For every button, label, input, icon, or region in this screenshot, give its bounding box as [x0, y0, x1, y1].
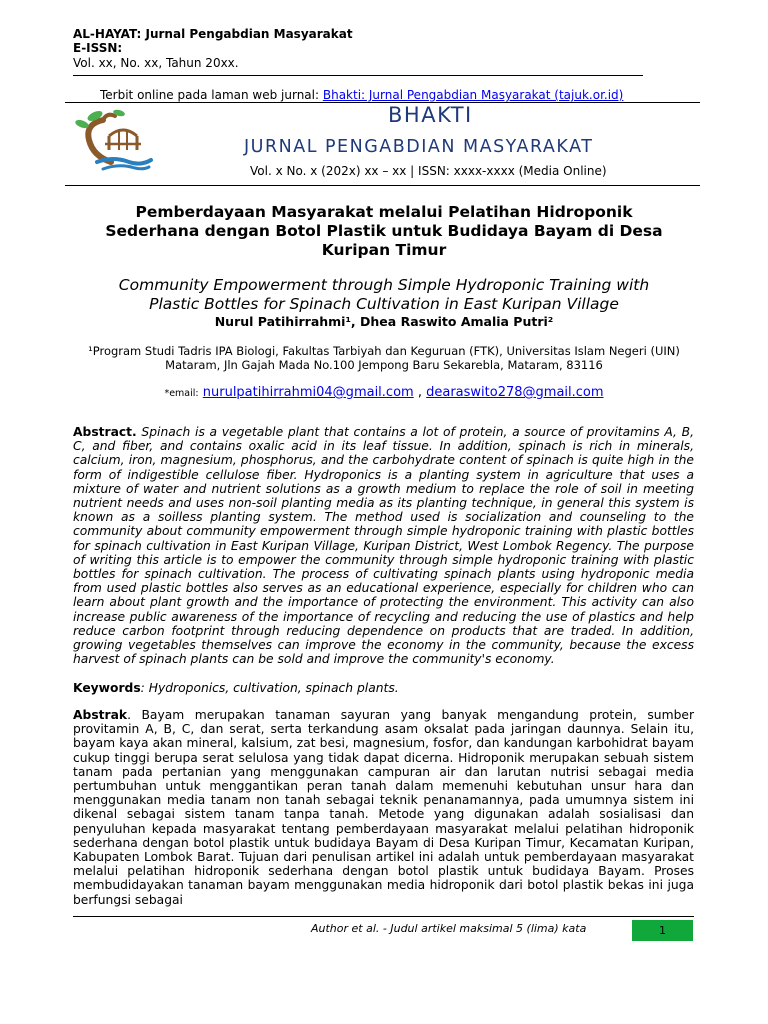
footer-rule	[73, 916, 694, 917]
email-line	[0, 385, 768, 402]
email-label: *email:	[164, 388, 199, 399]
email-separator: ,	[417, 385, 422, 400]
journal-subtitle: JURNAL PENGABDIAN MASYARAKAT	[244, 137, 594, 157]
online-line	[100, 88, 623, 102]
abstrak-label: Abstrak	[73, 708, 128, 722]
issue-line: Vol. x No. x (202x) xx – xx | ISSN: xxxx-xxxx (Media Online)	[250, 164, 607, 178]
running-header-journal: AL-HAYAT: Jurnal Pengabdian Masyarakat	[73, 27, 353, 41]
title-en-line: Community Empowerment through Simple Hydroponic Training with	[118, 276, 650, 294]
header-divider	[73, 75, 643, 76]
title-id-line: Kuripan Timur	[321, 241, 447, 259]
authors: Nurul Patihirrahmi¹, Dhea Raswito Amalia Putri²	[214, 314, 554, 329]
banner-top-rule	[65, 102, 700, 103]
running-header-eissn: E-ISSN:	[73, 41, 123, 55]
online-prefix: Terbit online pada laman web jurnal:	[100, 88, 320, 102]
keywords-text: : Hydroponics, cultivation, spinach plants.	[140, 681, 399, 695]
email-link-2[interactable]: dearaswito278@gmail.com	[426, 385, 604, 400]
footer-running-head: Author et al. - Judul artikel maksimal 5 (lima) kata	[311, 922, 587, 935]
page-number: 1	[659, 924, 666, 937]
journal-web-link[interactable]: Bhakti: Jurnal Pengabdian Masyarakat (tajuk.or.id)	[322, 88, 624, 102]
abstract-text: Spinach is a vegetable plant that contains a lot of protein, a source of provitamins A, B, C, and fiber, and contains oxalic acid in its leaf tissue. In addition, spinach is rich in minerals, calcium, iron, magnesium, phosphorus, and the carbohydrate content of spinach is quite high in the form of indigestible cellulose fiber. Hydroponics is a planting system in agriculture that uses a mixture of water and nutrient solutions as a growth medium to replace the role of soil in meeting nutrient needs and uses non-soil planting media as its planting technique, in general this system is known as a soilless planting system. The method used is socialization and counseling to the community about community empowerment through simple hydroponic training with plastic bottles for spinach cultivation in East Kuripan Village, Kuripan District, West Lombok Regency. The purpose of writing this article is to empower the community through simple hydroponic training with plastic bottles for spinach cultivation. The process of cultivating spinach plants using hydroponic media from used plastic bottles also serves as an educational experience, especially for children who can learn about plant growth and the importance of protecting the environment. This activity can also increase public awareness of the importance of recycling and reducing the use of plastics and help reduce carbon footprint through reducing dependence on products that are traded. In addition, growing vegetables themselves can improve the economy in the community, because the excess harvest of spinach plants can be sold and improve the community's economy.	[73, 425, 694, 667]
affiliation	[0, 344, 768, 372]
article-title-indonesian	[0, 203, 768, 260]
abstrak-text: . Bayam merupakan tanaman sayuran yang banyak mengandung protein, sumber provitamin A, B, C, dan serat, serta terkandung asam oksalat pada jaringan daunnya. Selain itu, bayam kaya akan mineral, kalsium, zat besi, magnesium, fosfor, dan kandungan karbohidrat bayam cukup tinggi berupa serat selulosa yang tidak dapat dicerna. Hidroponik merupakan sebuah sistem tanam pada pertanian yang menggunakan campuran air dan larutan nutrisi sebagai media pertumbuhan untuk menggantikan peran tanah dalam memenuhi kebutuhan unsur hara dan menggunakan media tanam non tanah sebagai teknik penanamannya, pada umumnya sistem ini dikenal sebagai sistem tanam tanpa tanah. Metode yang digunakan adalah sosialisasi dan penyuluhan kepada masyarakat tentang pemberdayaan masyarakat melalui pelatihan hidroponik sederhana dengan botol plastik untuk budidaya Bayam di Desa Kuripan Timur, Kecamatan Kuripan, Kabupaten Lombok Barat. Tujuan dari penulisan artikel ini adalah untuk pemberdayaan masyarakat melalui pelatihan hidroponik sederhana dengan botol plastik untuk budidaya Bayam. Proses membudidayakan tanaman bayam menggunakan media hidroponik dari botol plastik bekas ini juga berfungsi sebagai	[73, 708, 694, 907]
keywords-label: Keywords	[73, 681, 141, 695]
article-title-english	[0, 276, 768, 314]
journal-logo	[73, 106, 155, 174]
title-en-line: Plastic Bottles for Spinach Cultivation in East Kuripan Village	[149, 295, 619, 313]
tree-bridge-logo-icon	[73, 106, 155, 174]
abstract-indonesian	[73, 708, 694, 907]
banner-bottom-rule	[65, 185, 700, 186]
title-id-line: Pemberdayaan Masyarakat melalui Pelatihan Hidroponik	[135, 203, 633, 221]
running-header-volume: Vol. xx, No. xx, Tahun 20xx.	[73, 56, 239, 70]
keywords	[73, 681, 694, 695]
affiliation-line: ¹Program Studi Tadris IPA Biologi, Fakultas Tarbiyah dan Keguruan (FTK), Universitas Islam Negeri (UIN)	[88, 344, 680, 358]
title-id-line: Sederhana dengan Botol Plastik untuk Budidaya Bayam di Desa	[105, 222, 663, 240]
page-number-badge	[632, 920, 693, 941]
abstract-label: Abstract.	[73, 425, 137, 439]
affiliation-line: Mataram, Jln Gajah Mada No.100 Jempong Baru Sekarebla, Mataram, 83116	[165, 358, 603, 372]
journal-name: BHAKTI	[388, 103, 473, 127]
abstract-english	[73, 425, 694, 666]
email-link-1[interactable]: nurulpatihirrahmi04@gmail.com	[202, 385, 414, 400]
